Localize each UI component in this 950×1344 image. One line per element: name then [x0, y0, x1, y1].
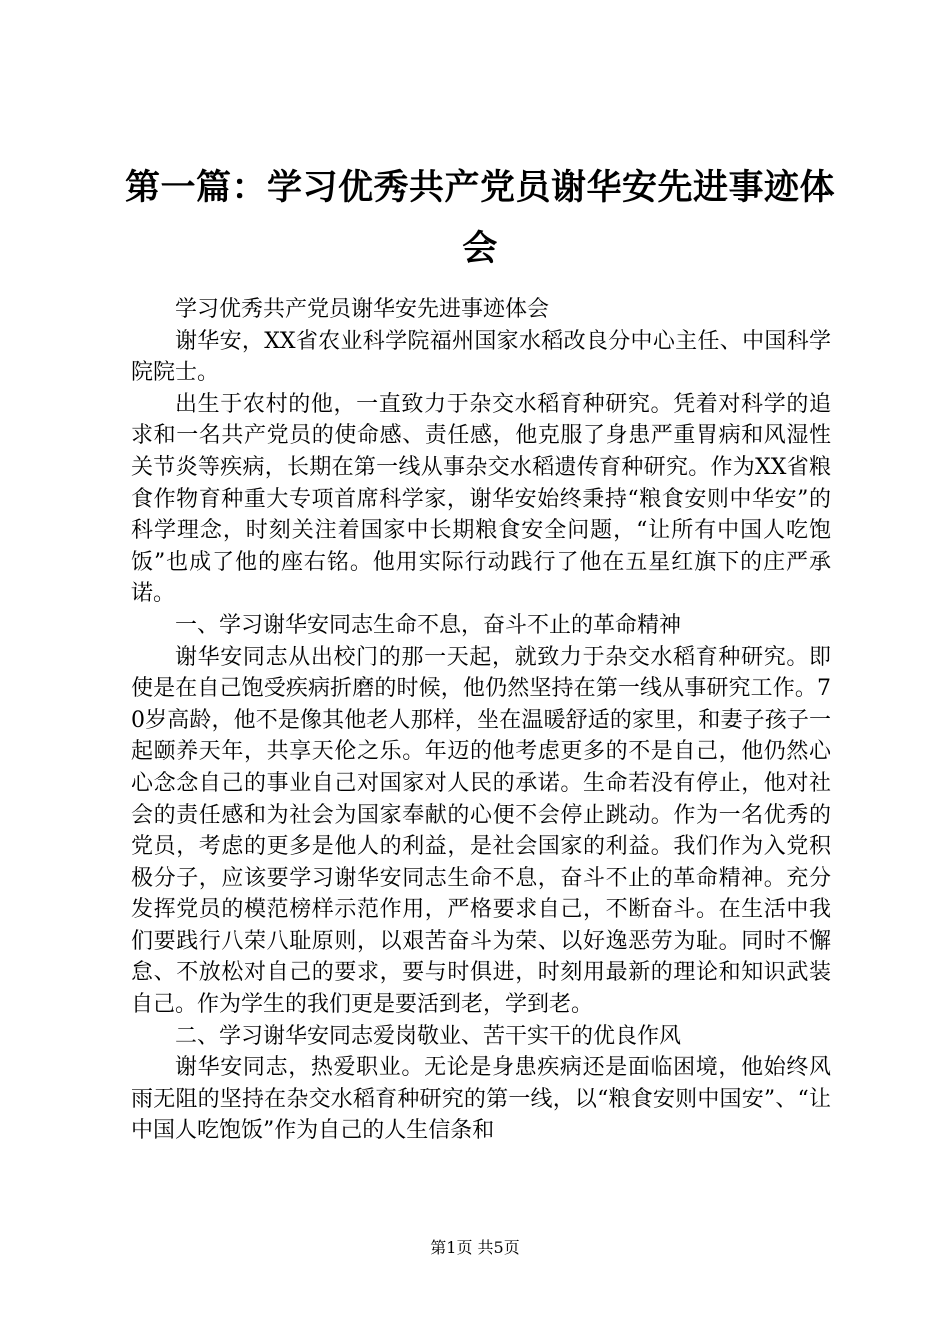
- section-heading-2: 二、学习谢华安同志爱岗敬业、苦干实干的优良作风: [175, 1023, 682, 1049]
- paragraph-intro: 谢华安，XX省农业科学院福州国家水稻改良分中心主任、中国科学院院士。: [131, 328, 831, 386]
- section-heading-1: 一、学习谢华安同志生命不息，奋斗不止的革命精神: [175, 612, 682, 638]
- paragraph-section-2: 谢华安同志，热爱职业。无论是身患疾病还是面临困境，他始终风雨无阻的坚持在杂交水稻育种研究的第一线，以“粮食安则中国安”、“让中国人吃饱饭”作为自己的人生信条和: [131, 1055, 831, 1144]
- paragraph-section-1: 谢华安同志从出校门的那一天起，就致力于杂交水稻育种研究。即使是在自己饱受疾病折磨的时候，他仍然坚持在第一线从事研究工作。70岁高龄，他不是像其他老人那样，坐在温暖舒适的家里，和妻子孩子一起颐养天年，共享天伦之乐。年迈的他考虑更多的不是自己，他仍然心心念念自己的事业自己对国家对人民的承诺。生命若没有停止，他对社会的责任感和为社会为国家奉献的心便不会停止跳动。作为一名优秀的党员，考虑的更多是他人的利益，是社会国家的利益。我们作为入党积极分子，应该要学习谢华安同志生命不息，奋斗不止的革命精神。充分发挥党员的模范榜样示范作用，严格要求自己，不断奋斗。在生活中我们要践行八荣八耻原则，以艰苦奋斗为荣、以好逸恶劳为耻。同时不懈怠、不放松对自己的要求，要与时俱进，时刻用最新的理论和知识武装自己。作为学生的我们更是要活到老，学到老。: [131, 644, 831, 1018]
- document-title: 第一篇：学习优秀共产党员谢华安先进事迹体会: [124, 168, 835, 269]
- paragraph-background: 出生于农村的他，一直致力于杂交水稻育种研究。凭着对科学的追求和一名共产党员的使命感、责任感，他克服了身患严重胃病和风湿性关节炎等疾病，长期在第一线从事杂交水稻遗传育种研究。作为XX省粮食作物育种重大专项首席科学家，谢华安始终秉持“粮食安则中华安”的科学理念，时刻关注着国家中长期粮食安全问题，“让所有中国人吃饱饭”也成了他的座右铭。他用实际行动践行了他在五星红旗下的庄严承诺。: [131, 391, 831, 607]
- document-body: [131, 294, 831, 1147]
- paragraph-subtitle: 学习优秀共产党员谢华安先进事迹体会: [175, 297, 550, 322]
- page-number-footer: 第1页 共5页: [430, 1238, 520, 1257]
